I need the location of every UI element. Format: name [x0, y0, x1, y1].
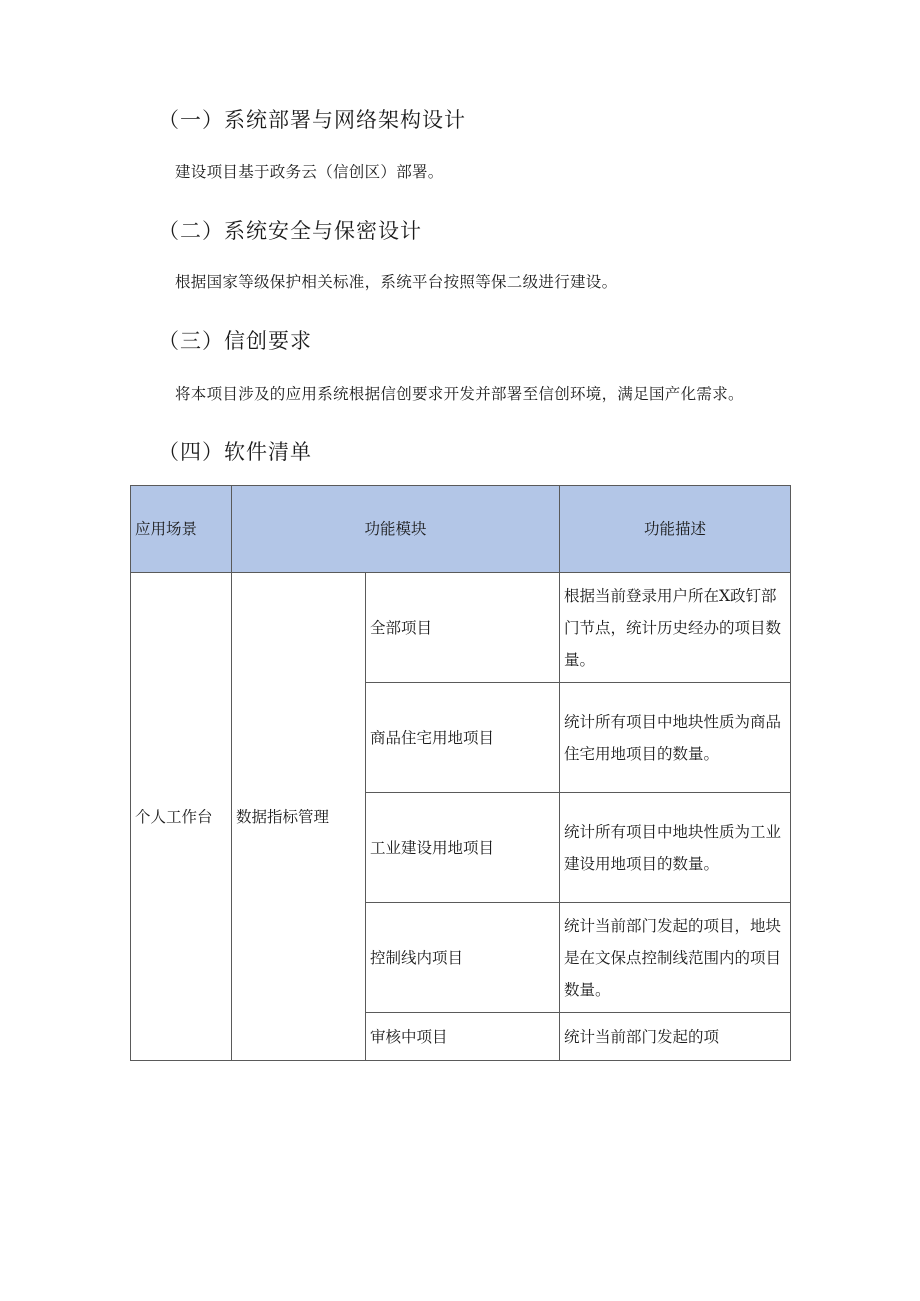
- section-1-heading: （一）系统部署与网络架构设计: [158, 108, 466, 132]
- section-2-text: 根据国家等级保护相关标准，系统平台按照等保二级进行建设。: [175, 273, 618, 291]
- header-module: 功能模块: [232, 486, 560, 573]
- description-cell: 统计当前部门发起的项: [560, 1013, 791, 1061]
- software-list-table: [130, 485, 791, 1061]
- item-cell: 审核中项目: [366, 1013, 560, 1061]
- item-cell: 商品住宅用地项目: [366, 683, 560, 793]
- description-cell: 统计所有项目中地块性质为工业建设用地项目的数量。: [560, 793, 791, 903]
- scenario-cell: 个人工作台: [131, 573, 232, 1061]
- section-4-heading: （四）软件清单: [158, 440, 312, 464]
- item-cell: 全部项目: [366, 573, 560, 683]
- section-3-text: 将本项目涉及的应用系统根据信创要求开发并部署至信创环境，满足国产化需求。: [175, 385, 744, 403]
- header-description: 功能描述: [560, 486, 791, 573]
- table-row: [131, 573, 791, 683]
- description-cell: 根据当前登录用户所在X政钉部门节点，统计历史经办的项目数量。: [560, 573, 791, 683]
- item-cell: 工业建设用地项目: [366, 793, 560, 903]
- header-scenario: 应用场景: [131, 486, 232, 573]
- section-3-heading: （三）信创要求: [158, 329, 312, 353]
- section-1-text: 建设项目基于政务云（信创区）部署。: [175, 163, 444, 181]
- description-cell: 统计当前部门发起的项目，地块是在文保点控制线范围内的项目数量。: [560, 903, 791, 1013]
- description-cell: 统计所有项目中地块性质为商品住宅用地项目的数量。: [560, 683, 791, 793]
- module-cell: 数据指标管理: [232, 573, 366, 1061]
- section-2-heading: （二）系统安全与保密设计: [158, 219, 422, 243]
- table-header-row: [131, 486, 791, 573]
- item-cell: 控制线内项目: [366, 903, 560, 1013]
